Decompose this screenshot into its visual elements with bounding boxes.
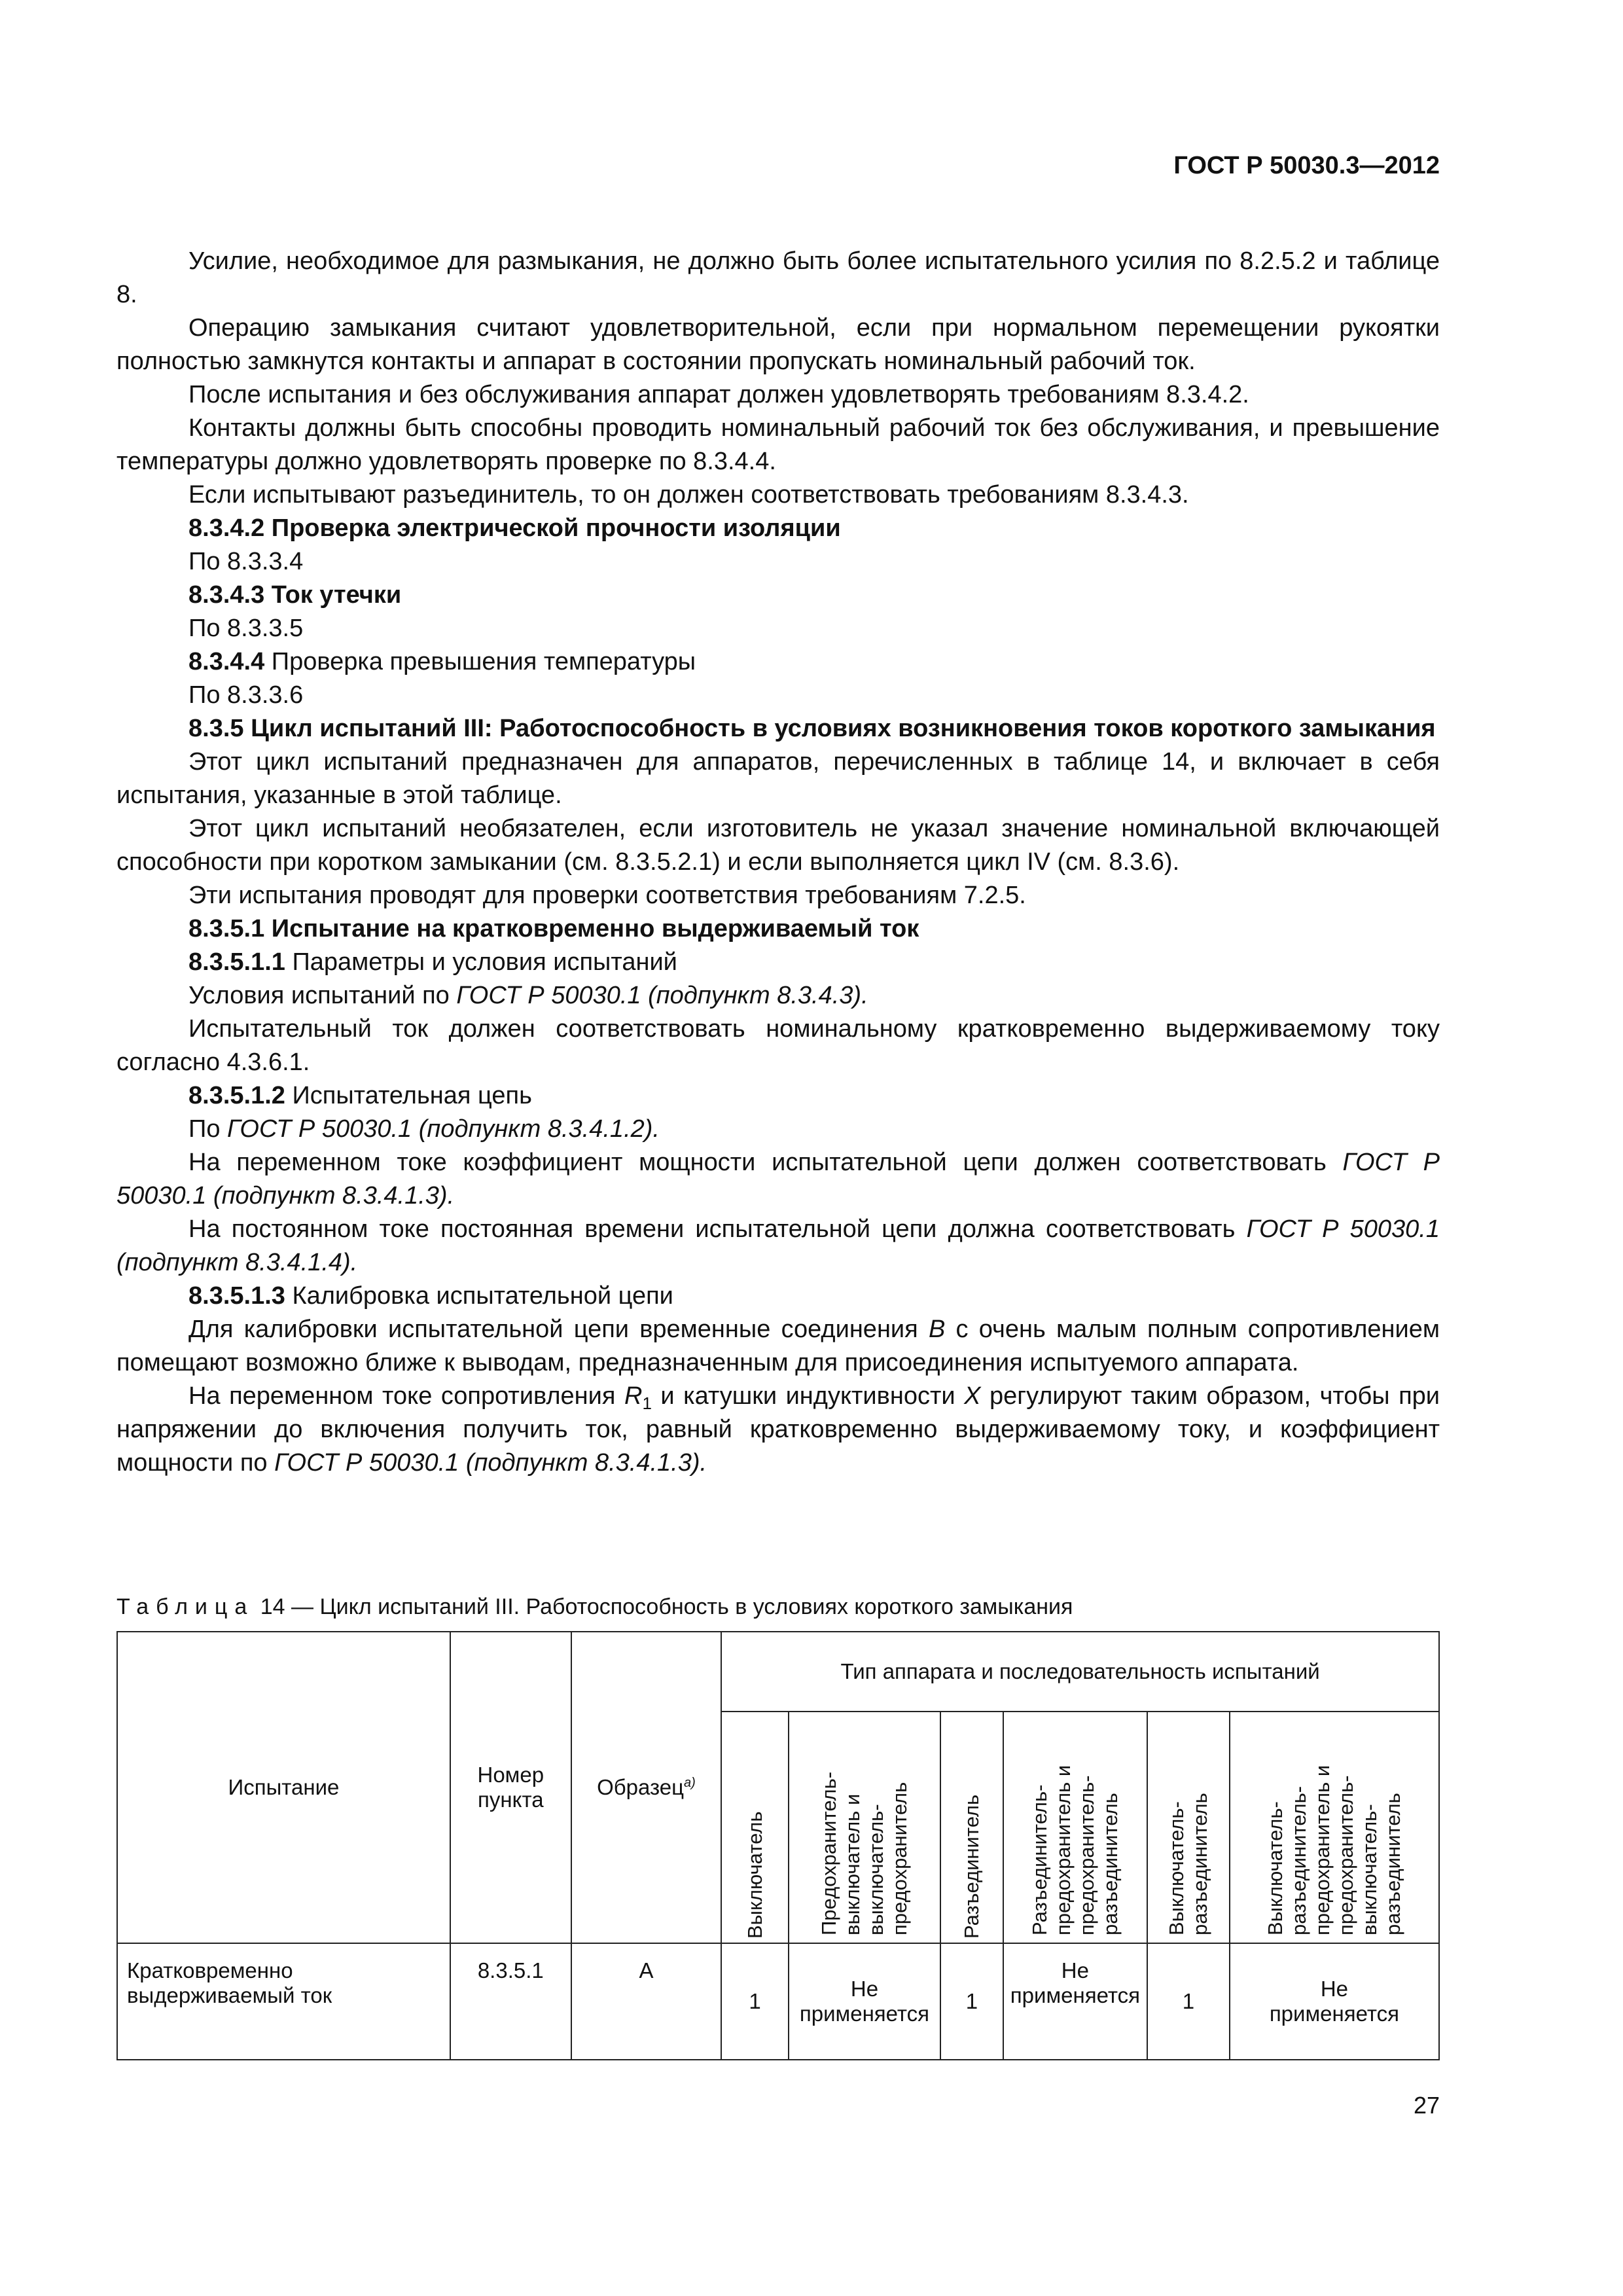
cell-value: 1 xyxy=(940,1943,1003,2060)
section-heading-8-3-5-1-2: 8.3.5.1.2 Испытательная цепь xyxy=(188,1082,532,1109)
cell-clause: 8.3.5.1 xyxy=(450,1943,571,2060)
paragraph: Операцию замыкания считают удовлетворительной, если при нормальном перемещении рукоятки полностью замкнутся контакты и аппарат в состоянии пропускать номинальный рабочий ток. xyxy=(116,314,1440,375)
paragraph: По ГОСТ Р 50030.1 (подпункт 8.3.4.1.2). xyxy=(188,1115,660,1143)
page-number: 27 xyxy=(1413,2092,1440,2119)
document-header: ГОСТ Р 50030.3—2012 xyxy=(1173,152,1440,179)
paragraph: Усилие, необходимое для размыкания, не должно быть более испытательного усилия по 8.2.5.2 и таблице 8. xyxy=(116,247,1440,308)
paragraph: По 8.3.3.5 xyxy=(188,615,304,642)
cell-value: 1 xyxy=(721,1943,789,2060)
header-device-type: Выключатель-разъединитель-предохранитель и предохранитель-выключатель-разъединитель xyxy=(1230,1712,1439,1943)
header-clause: Номер пункта xyxy=(450,1632,571,1943)
paragraph: Этот цикл испытаний необязателен, если изготовитель не указал значение номинальной включающей способности при коротком замыкании (см. 8.3.5.2.1) и если выполняется цикл IV (см. 8.3.6). xyxy=(116,815,1440,876)
paragraph: На переменном токе сопротивления $R_1$ и катушки индуктивности X регулируют таким образом, чтобы при напряжении до включения получить ток, равный кратковременно выдерживаемому току, и коэффициент мощности по ГОСТ Р 50030.1 (подпункт 8.3.4.1.3). xyxy=(116,1382,1440,1477)
paragraph: На переменном токе коэффициент мощности испытательной цепи должен соответствовать ГОСТ Р 50030.1 (подпункт 8.3.4.1.3). xyxy=(116,1149,1440,1210)
cell-sample: А xyxy=(571,1943,722,2060)
section-heading-8-3-4-4: 8.3.4.4 Проверка превышения температуры xyxy=(188,648,696,675)
paragraph: По 8.3.3.4 xyxy=(188,548,304,575)
paragraph: Для калибровки испытательной цепи временные соединения B с очень малым полным сопротивлением помещают возможно ближе к выводам, предназначенным для присоединения испытуемого аппарата. xyxy=(116,1316,1440,1376)
section-heading-8-3-5-1-1: 8.3.5.1.1 Параметры и условия испытаний xyxy=(188,948,677,976)
paragraph: Испытательный ток должен соответствовать номинальному кратковременно выдерживаемому току согласно 4.3.6.1. xyxy=(116,1015,1440,1076)
header-device-type: Разъединитель-предохранитель и предохранитель-разъединитель xyxy=(1003,1712,1147,1943)
paragraph: На постоянном токе постоянная времени испытательной цепи должна соответствовать ГОСТ Р 50030.1 (подпункт 8.3.4.1.4). xyxy=(116,1215,1440,1276)
header-device-group: Тип аппарата и последовательность испытаний xyxy=(721,1632,1439,1712)
section-heading-8-3-4-2: 8.3.4.2 Проверка электрической прочности изоляции xyxy=(188,514,841,542)
section-heading-8-3-4-3: 8.3.4.3 Ток утечки xyxy=(188,581,402,609)
document-body xyxy=(116,245,1440,1480)
cell-value: 1 xyxy=(1147,1943,1230,2060)
paragraph: Контакты должны быть способны проводить номинальный рабочий ток без обслуживания, и превышение температуры должно удовлетворять проверке по 8.3.4.4. xyxy=(116,414,1440,475)
section-heading-8-3-5: 8.3.5 Цикл испытаний III: Работоспособность в условиях возникновения токов короткого замыкания xyxy=(188,715,1436,742)
paragraph: По 8.3.3.6 xyxy=(188,681,304,709)
header-device-type: Выключатель xyxy=(721,1712,789,1943)
paragraph: Этот цикл испытаний предназначен для аппаратов, перечисленных в таблице 14, и включает в себя испытания, указанные в этой таблице. xyxy=(116,748,1440,809)
header-sample: Образец$^{a)}$ xyxy=(571,1632,722,1943)
cell-value: Не применяется xyxy=(1230,1943,1439,2060)
header-device-type: Разъединитель xyxy=(940,1712,1003,1943)
test-cycle-table xyxy=(116,1631,1440,2060)
paragraph: Если испытывают разъединитель, то он должен соответствовать требованиям 8.3.4.3. xyxy=(188,481,1189,509)
section-heading-8-3-5-1: 8.3.5.1 Испытание на кратковременно выдерживаемый ток xyxy=(188,915,919,942)
cell-test: Кратковременно выдерживаемый ток xyxy=(117,1943,450,2060)
cell-value: Не применяется xyxy=(789,1943,940,2060)
table-row xyxy=(117,1943,1439,2060)
header-test: Испытание xyxy=(117,1632,450,1943)
paragraph: После испытания и без обслуживания аппарат должен удовлетворять требованиям 8.3.4.2. xyxy=(188,381,1249,408)
paragraph: Эти испытания проводят для проверки соответствия требованиям 7.2.5. xyxy=(188,882,1026,909)
table-caption: Таблица 14 — Цикл испытаний III. Работоспособность в условиях короткого замыкания xyxy=(116,1594,1073,1619)
paragraph: Условия испытаний по ГОСТ Р 50030.1 (подпункт 8.3.4.3). xyxy=(188,982,868,1009)
header-device-type: Предохранитель-выключатель и выключатель-предохранитель xyxy=(789,1712,940,1943)
section-heading-8-3-5-1-3: 8.3.5.1.3 Калибровка испытательной цепи xyxy=(188,1282,673,1310)
header-device-type: Выключатель-разъединитель xyxy=(1147,1712,1230,1943)
cell-value: Не применяется xyxy=(1003,1943,1147,2060)
